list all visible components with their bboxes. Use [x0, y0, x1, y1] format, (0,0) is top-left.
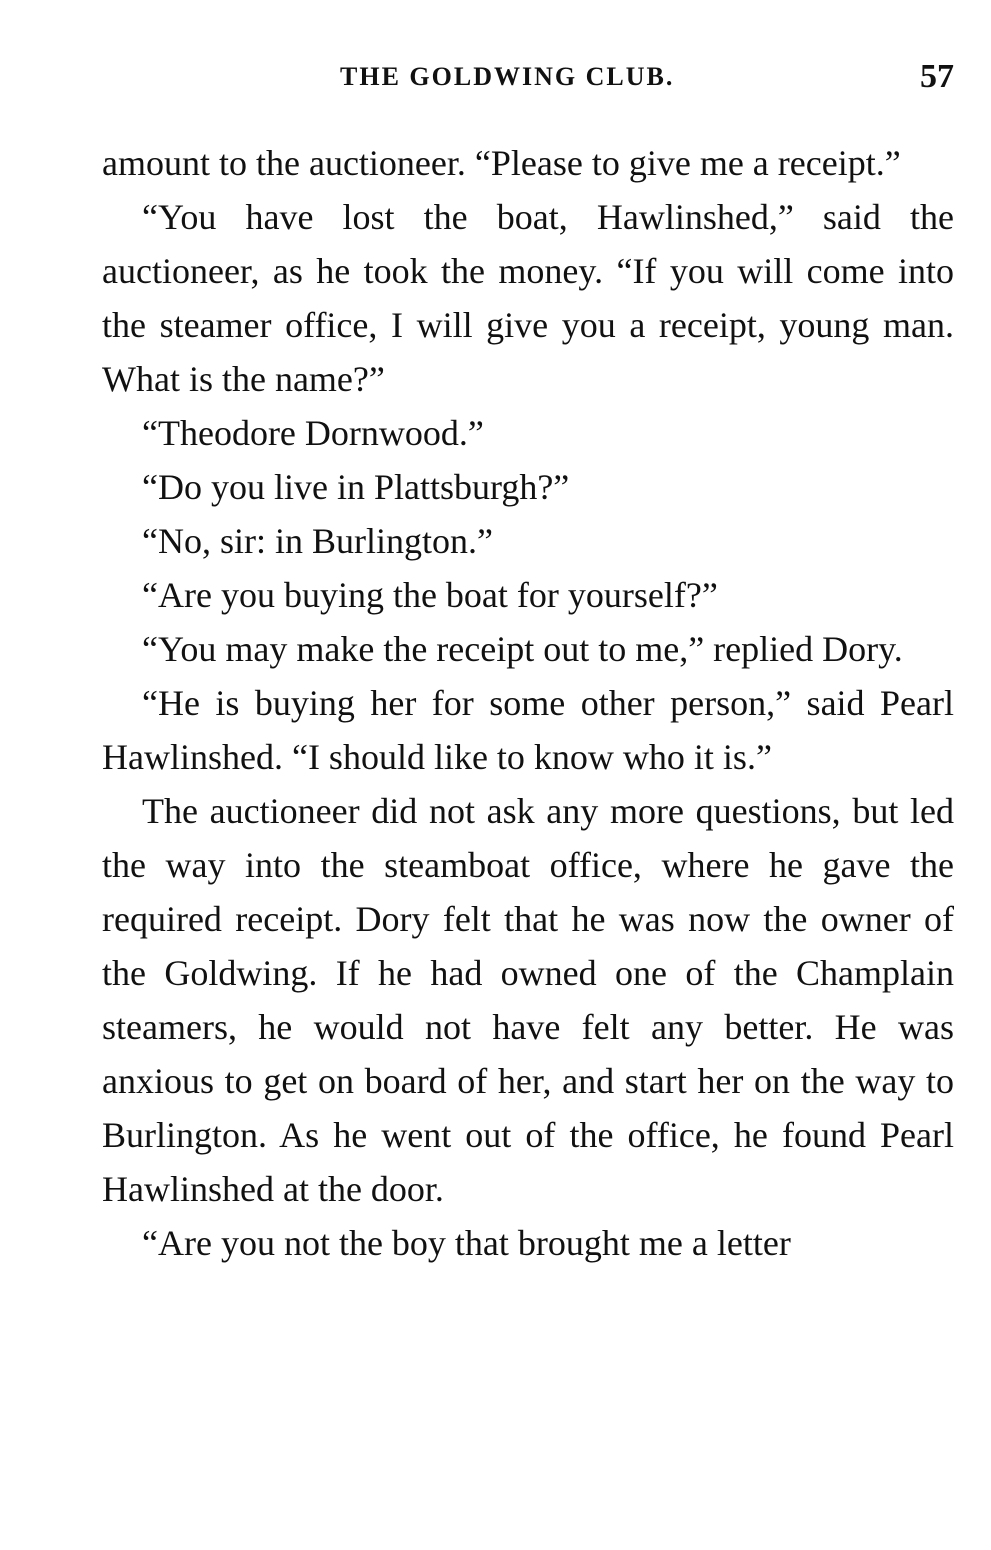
- paragraph: The auctioneer did not ask any more questions, but led the way into the steamboat office, where he gave the required receipt. Dory felt that he was now the owner of the Goldwing. If he had owned one of the Champlain steamers, he would not have felt any better. He was anxious to get on board of her, and start her on the way to Burlington. As he went out of the office, he found Pearl Hawlinshed at the door.: [102, 791, 954, 1209]
- paragraph: “Do you live in Plattsburgh?”: [142, 467, 570, 507]
- paragraph: “He is buying her for some other person,” said Pearl Hawlinshed. “I should like to know who it is.”: [102, 683, 954, 777]
- running-head: [102, 58, 954, 102]
- paragraph: “You have lost the boat, Hawlinshed,” said the auctioneer, as he took the money. “If you will come into the steamer office, I will give you a receipt, young man. What is the name?”: [102, 197, 954, 399]
- paragraph: “Theodore Dornwood.”: [142, 413, 484, 453]
- body-text: [102, 136, 954, 1270]
- page-number: 57: [920, 58, 954, 95]
- paragraph-continuation: amount to the auctioneer. “Please to give me a receipt.”: [102, 143, 901, 183]
- paragraph: “Are you buying the boat for yourself?”: [142, 575, 718, 615]
- paragraph: “You may make the receipt out to me,” replied Dory.: [142, 629, 903, 669]
- paragraph: “No, sir: in Burlington.”: [142, 521, 493, 561]
- running-title: THE GOLDWING CLUB.: [340, 62, 675, 91]
- paragraph: “Are you not the boy that brought me a letter: [142, 1223, 791, 1263]
